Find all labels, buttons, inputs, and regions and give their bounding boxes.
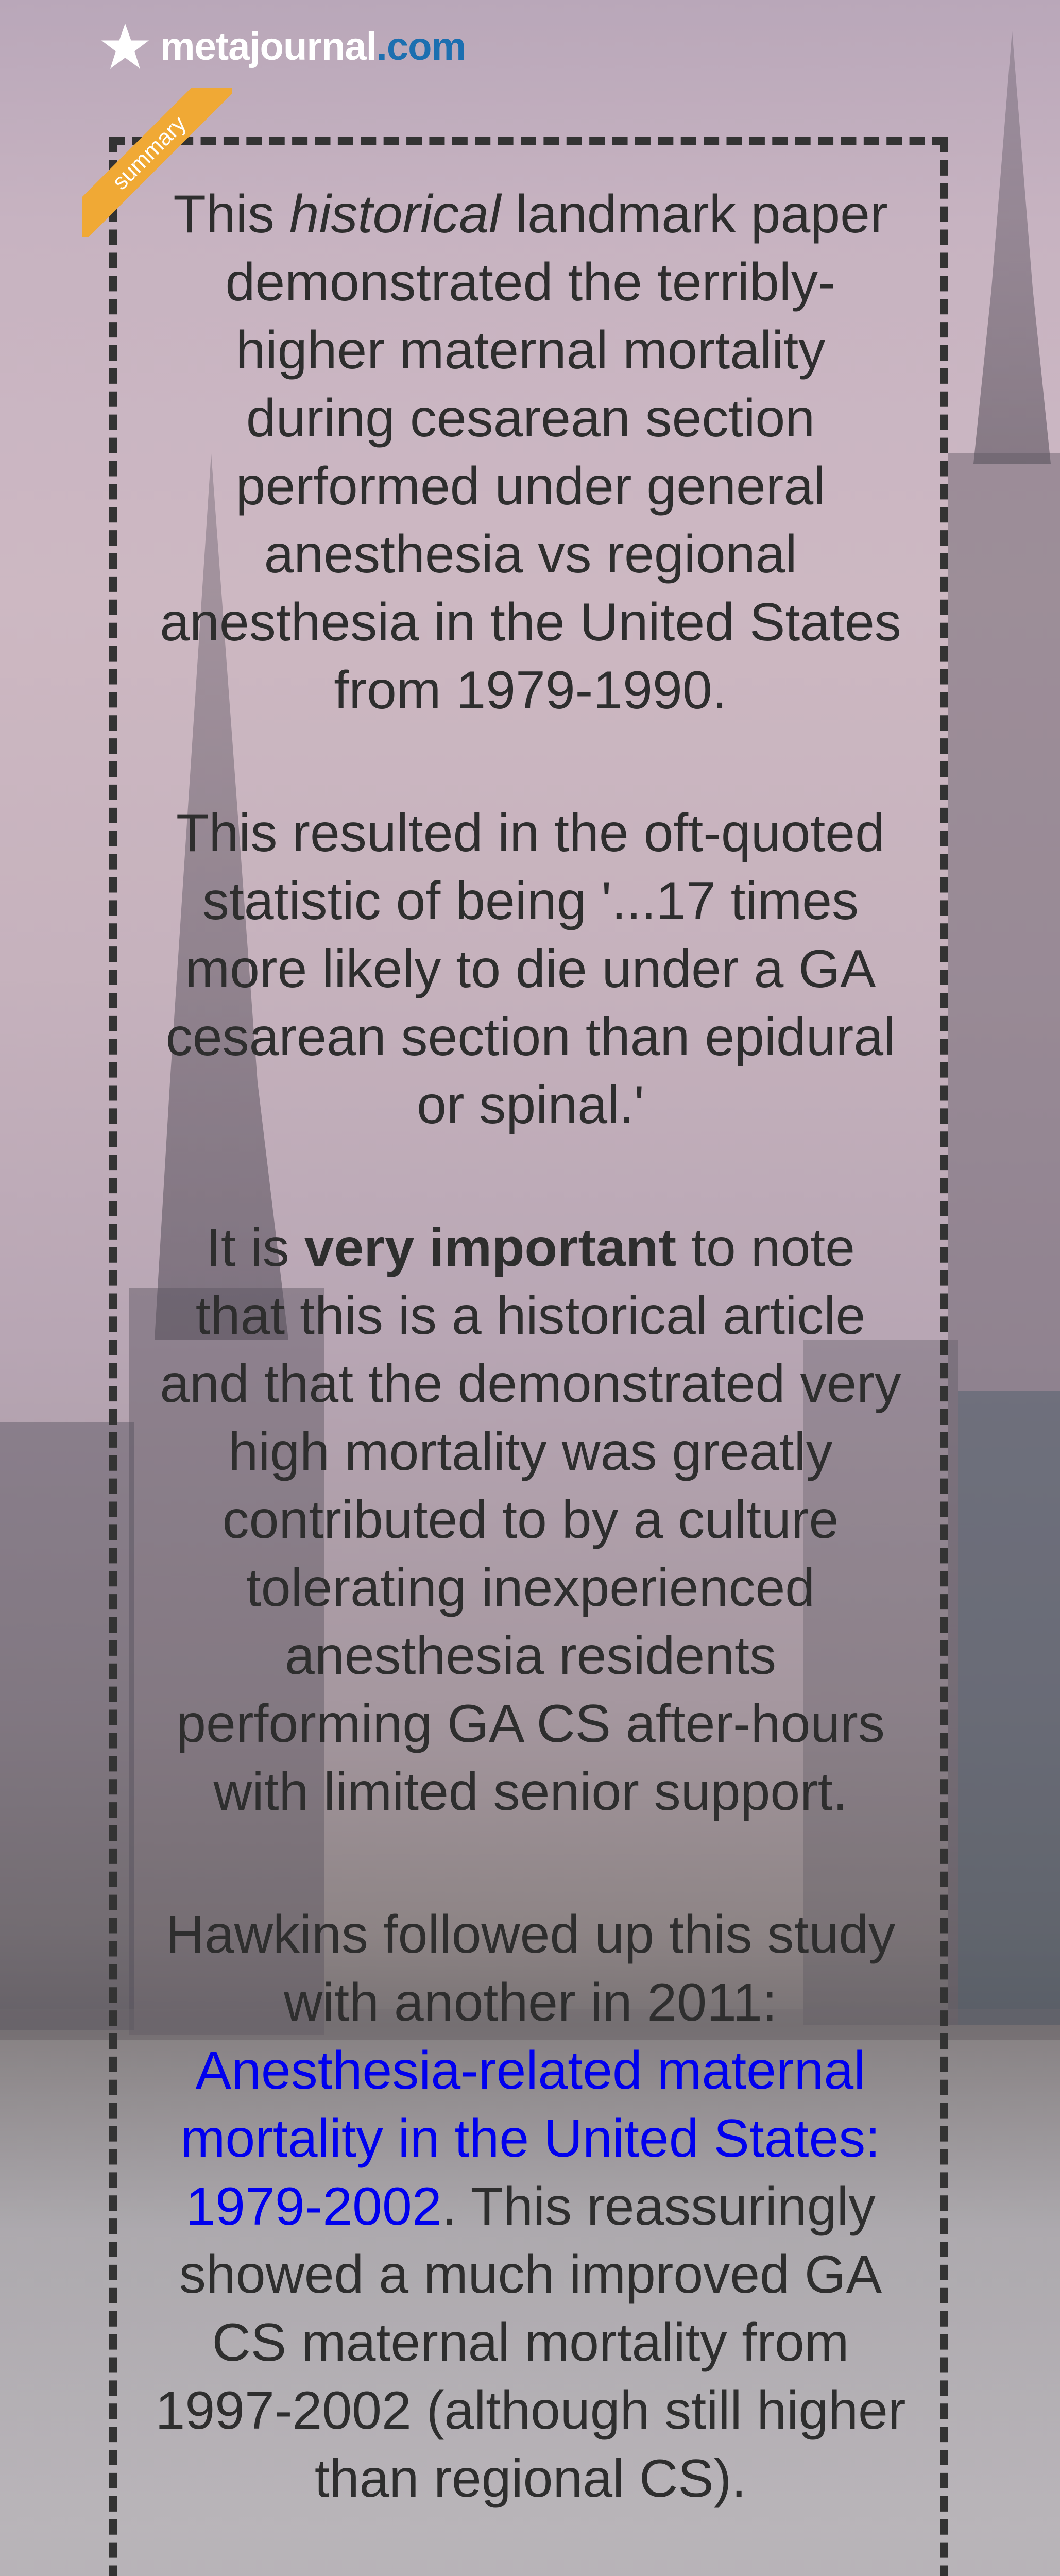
p4-post: . This reassuringly showed a much improved GA CS maternal mortality from 1997-2002 (although still higher than regional CS).	[155, 2177, 906, 2509]
p3-pre: It is	[206, 1218, 304, 1278]
logo-text	[160, 24, 466, 69]
p1-pre: This	[173, 184, 289, 244]
paragraph-context	[155, 1214, 907, 1826]
p1-emphasis: historical	[289, 184, 501, 244]
star-icon	[100, 22, 150, 71]
p1-post: landmark paper demonstrated the terribly-higher maternal mortality during cesarean section performed under general anesthesia vs regional anesthesia in the United States from 1979-1990.	[160, 184, 901, 720]
paragraph-statistic: This resulted in the oft-quoted statistic of being '...17 times more likely to die under a GA cesarean section than epidural or spinal.'	[165, 803, 896, 1135]
logo-tld: .com	[376, 24, 466, 69]
p3-strong: very important	[304, 1218, 677, 1278]
p4-pre: Hawkins followed up this study with another in 2011:	[165, 1905, 896, 2032]
summary-content	[155, 180, 907, 2576]
site-logo[interactable]	[100, 15, 466, 77]
paragraph-intro	[155, 180, 907, 724]
paragraph-followup	[155, 1901, 907, 2513]
p3-post: to note that this is a historical article and that the demonstrated very high mortality was greatly contributed to by a culture tolerating inexperienced anesthesia residents performing GA CS after-hours with limited senior support.	[160, 1218, 901, 1822]
followup-study-link[interactable]: Anesthesia-related maternal mortality in the United States: 1979-2002	[180, 2041, 881, 2236]
ribbon-label: summary	[82, 88, 232, 237]
logo-brand: metajournal	[160, 24, 377, 69]
